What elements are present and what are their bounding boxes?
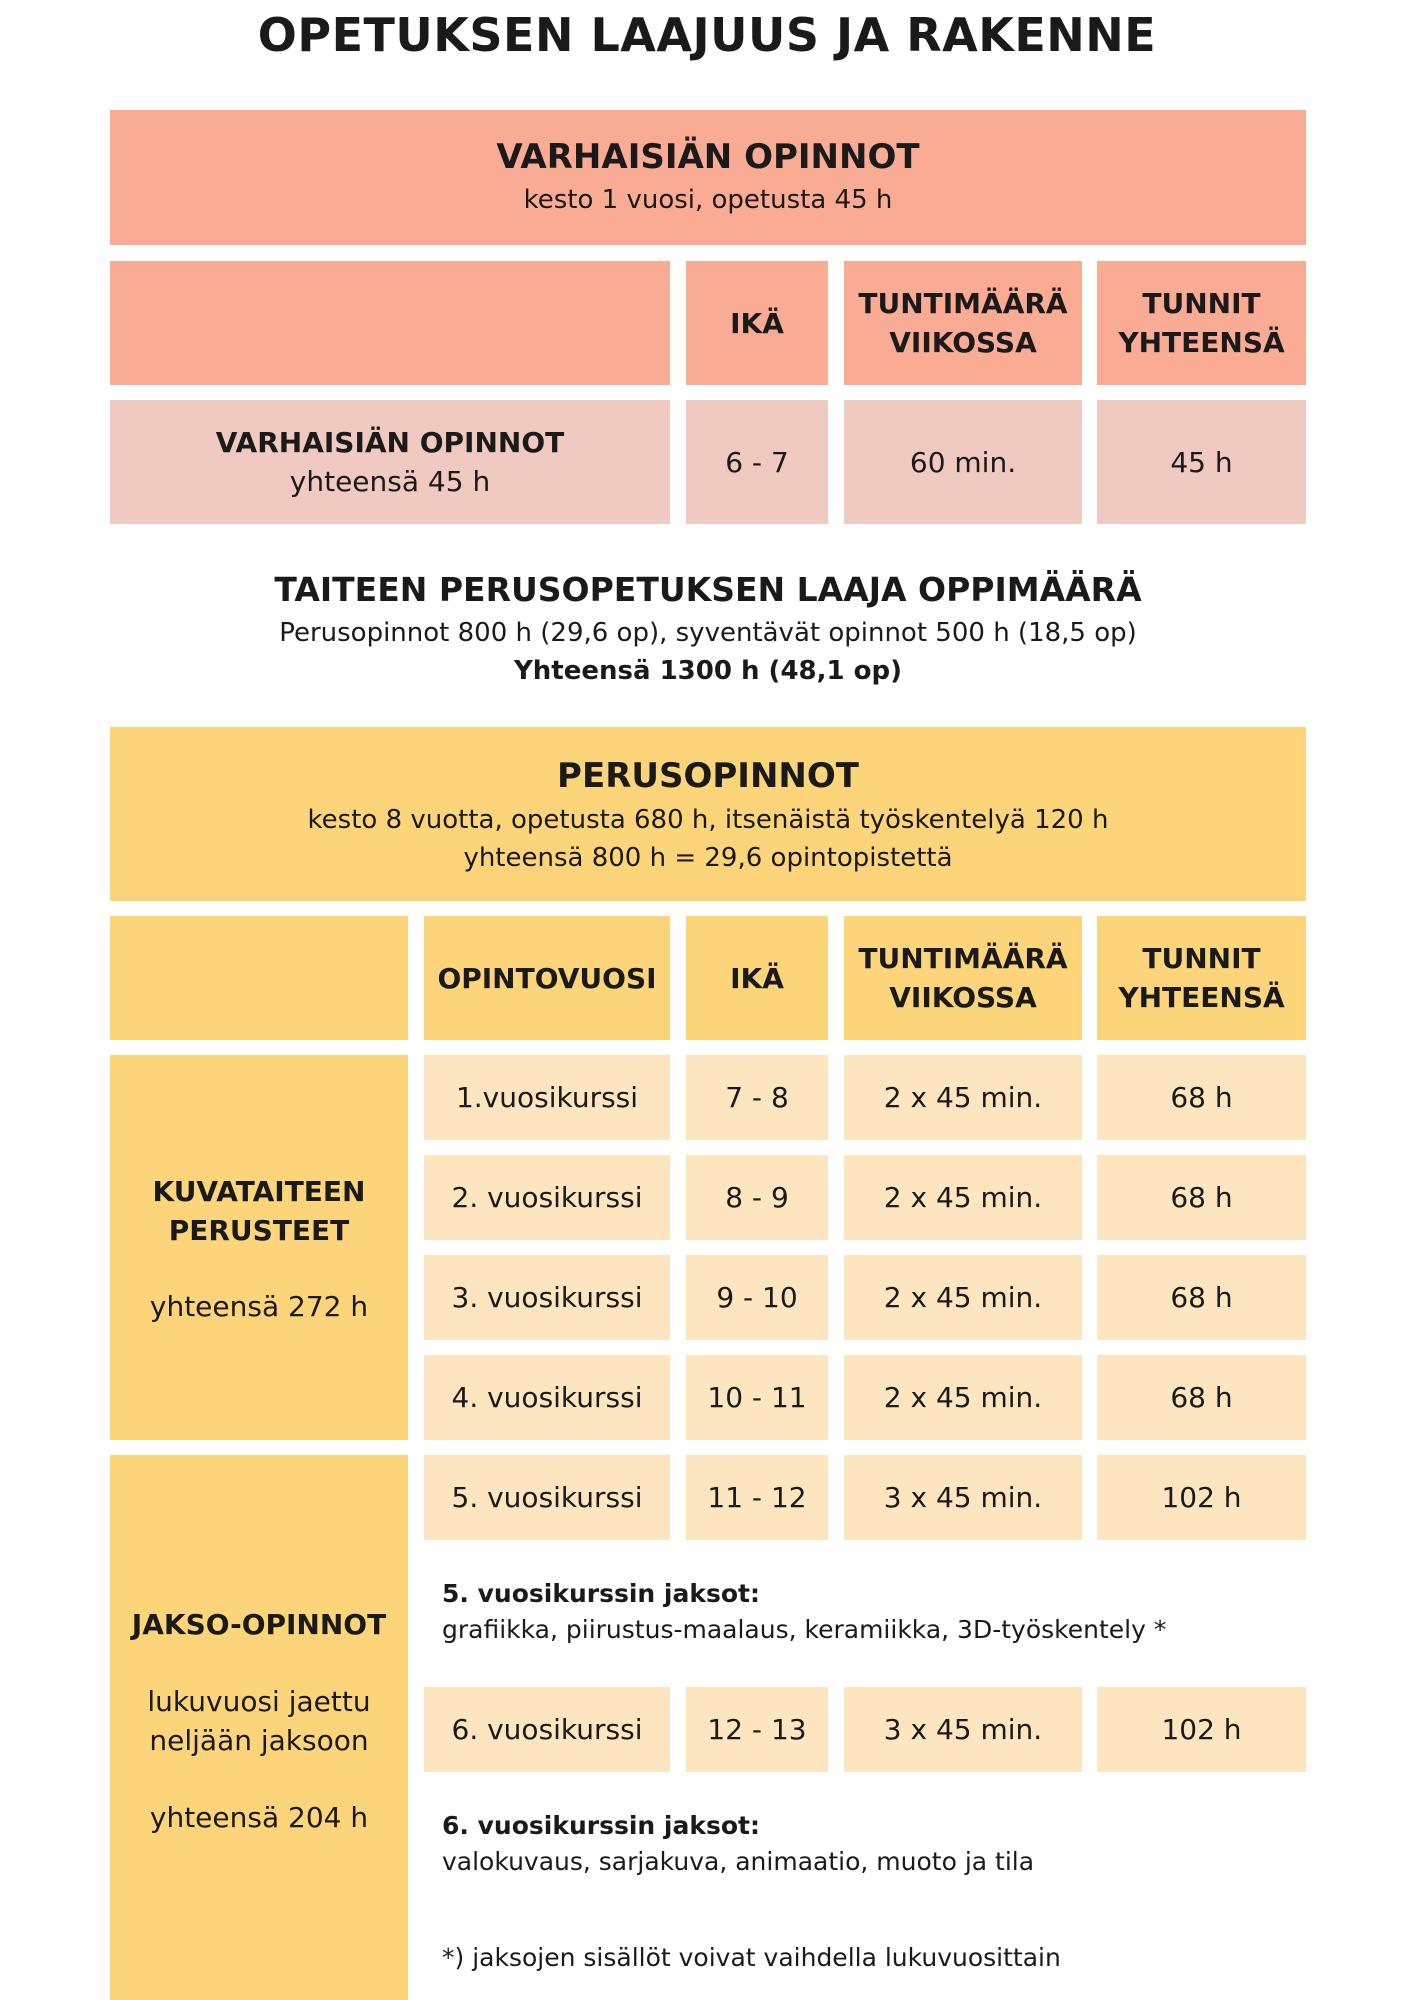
basic-header-age-label: IKÄ xyxy=(730,961,784,995)
early-banner-sub: kesto 1 vuosi, opetusta 45 h xyxy=(523,184,893,215)
row-hours-week: 2 x 45 min. xyxy=(844,1155,1082,1240)
periods6-text: valokuvaus, sarjakuva, animaatio, muoto ja tila xyxy=(442,1847,1035,1876)
row-total: 68 h xyxy=(1097,1055,1306,1140)
basic-banner-title: PERUSOPINNOT xyxy=(557,756,859,796)
early-header-hours-week xyxy=(844,261,1082,385)
row-age: 12 - 13 xyxy=(686,1687,828,1772)
row-hours-week: 3 x 45 min. xyxy=(844,1687,1082,1772)
broad-line2: Yhteensä 1300 h (48,1 op) xyxy=(513,656,903,686)
early-header-blank xyxy=(110,261,670,385)
row-hours-week: 3 x 45 min. xyxy=(844,1455,1082,1540)
row-age: 10 - 11 xyxy=(686,1355,828,1440)
footnote: *) jaksojen sisällöt voivat vaihdella lukuvuosittain xyxy=(442,1943,1061,1972)
row-year: 2. vuosikurssi xyxy=(424,1155,670,1240)
group-basics-sub: yhteensä 272 h xyxy=(149,1290,369,1323)
basic-studies-banner xyxy=(110,727,1306,901)
row-age: 11 - 12 xyxy=(686,1455,828,1540)
basic-banner-line1: kesto 8 vuotta, opetusta 680 h, itsenäistä työskentelyä 120 h xyxy=(307,805,1109,835)
early-header-hours-week-line1: TUNTIMÄÄRÄ xyxy=(858,287,1068,320)
broad-syllabus-block xyxy=(110,563,1306,693)
basic-header-hours-week xyxy=(844,916,1082,1040)
group-basics-name-line1: KUVATAITEEN xyxy=(152,1175,366,1208)
early-row-age: 6 - 7 xyxy=(686,400,828,524)
periods5-text: grafiikka, piirustus-maalaus, keramiikka, 3D-työskentely * xyxy=(442,1615,1167,1644)
row-total: 68 h xyxy=(1097,1155,1306,1240)
group-basics-cell xyxy=(110,1055,408,1440)
row-age: 8 - 9 xyxy=(686,1155,828,1240)
basic-header-hours-week-line2: VIIKOSSA xyxy=(889,981,1037,1014)
early-row-sub: yhteensä 45 h xyxy=(289,465,491,498)
row-year: 1.vuosikurssi xyxy=(424,1055,670,1140)
row-hours-week: 2 x 45 min. xyxy=(844,1355,1082,1440)
basic-header-total-line2: YHTEENSÄ xyxy=(1118,981,1285,1014)
group-periods-sub-line1: lukuvuosi jaettu xyxy=(147,1685,371,1718)
row-age: 7 - 8 xyxy=(686,1055,828,1140)
group-basics-name-line2: PERUSTEET xyxy=(168,1214,350,1247)
basic-header-blank xyxy=(110,916,408,1040)
row-hours-week: 2 x 45 min. xyxy=(844,1255,1082,1340)
basic-header-year-label: OPINTOVUOSI xyxy=(437,961,657,995)
early-header-total xyxy=(1097,261,1306,385)
row-age: 9 - 10 xyxy=(686,1255,828,1340)
early-header-hours-week-line2: VIIKOSSA xyxy=(889,326,1037,359)
basic-header-age xyxy=(686,916,828,1040)
row-year: 6. vuosikurssi xyxy=(424,1687,670,1772)
row-hours-week: 2 x 45 min. xyxy=(844,1055,1082,1140)
basic-banner-line2: yhteensä 800 h = 29,6 opintopistettä xyxy=(463,843,953,873)
broad-title: TAITEEN PERUSOPETUKSEN LAAJA OPPIMÄÄRÄ xyxy=(274,570,1142,609)
early-header-age xyxy=(686,261,828,385)
early-header-age-label: IKÄ xyxy=(730,306,784,340)
basic-header-total xyxy=(1097,916,1306,1040)
broad-line1: Perusopinnot 800 h (29,6 op), syventävät opinnot 500 h (18,5 op) xyxy=(279,618,1137,648)
early-studies-banner xyxy=(110,110,1306,245)
row-total: 68 h xyxy=(1097,1355,1306,1440)
row-year: 3. vuosikurssi xyxy=(424,1255,670,1340)
early-header-total-line1: TUNNIT xyxy=(1142,287,1261,320)
group-periods-name: JAKSO-OPINNOT xyxy=(131,1608,387,1641)
page-title: OPETUKSEN LAAJUUS JA RAKENNE xyxy=(257,8,1157,62)
row-year: 4. vuosikurssi xyxy=(424,1355,670,1440)
early-row-name-cell xyxy=(110,400,670,524)
group-periods-sub-line2: neljään jaksoon xyxy=(149,1724,369,1757)
early-row-name: VARHAISIÄN OPINNOT xyxy=(215,426,565,459)
basic-header-hours-week-line1: TUNTIMÄÄRÄ xyxy=(858,942,1068,975)
early-header-total-line2: YHTEENSÄ xyxy=(1118,326,1285,359)
row-total: 102 h xyxy=(1097,1687,1306,1772)
group-periods-sub-line3: yhteensä 204 h xyxy=(149,1801,369,1834)
basic-header-total-line1: TUNNIT xyxy=(1142,942,1261,975)
row-total: 68 h xyxy=(1097,1255,1306,1340)
early-row-week: 60 min. xyxy=(844,400,1082,524)
group-periods-cell xyxy=(110,1455,408,2000)
row-year: 5. vuosikurssi xyxy=(424,1455,670,1540)
early-row-total: 45 h xyxy=(1097,400,1306,524)
periods5-heading: 5. vuosikurssin jaksot: xyxy=(442,1579,760,1608)
basic-header-year xyxy=(424,916,670,1040)
row-total: 102 h xyxy=(1097,1455,1306,1540)
periods6-heading: 6. vuosikurssin jaksot: xyxy=(442,1811,760,1840)
periods5-block xyxy=(442,1576,1302,1648)
early-banner-title: VARHAISIÄN OPINNOT xyxy=(496,136,920,177)
periods6-block xyxy=(442,1808,1302,1880)
